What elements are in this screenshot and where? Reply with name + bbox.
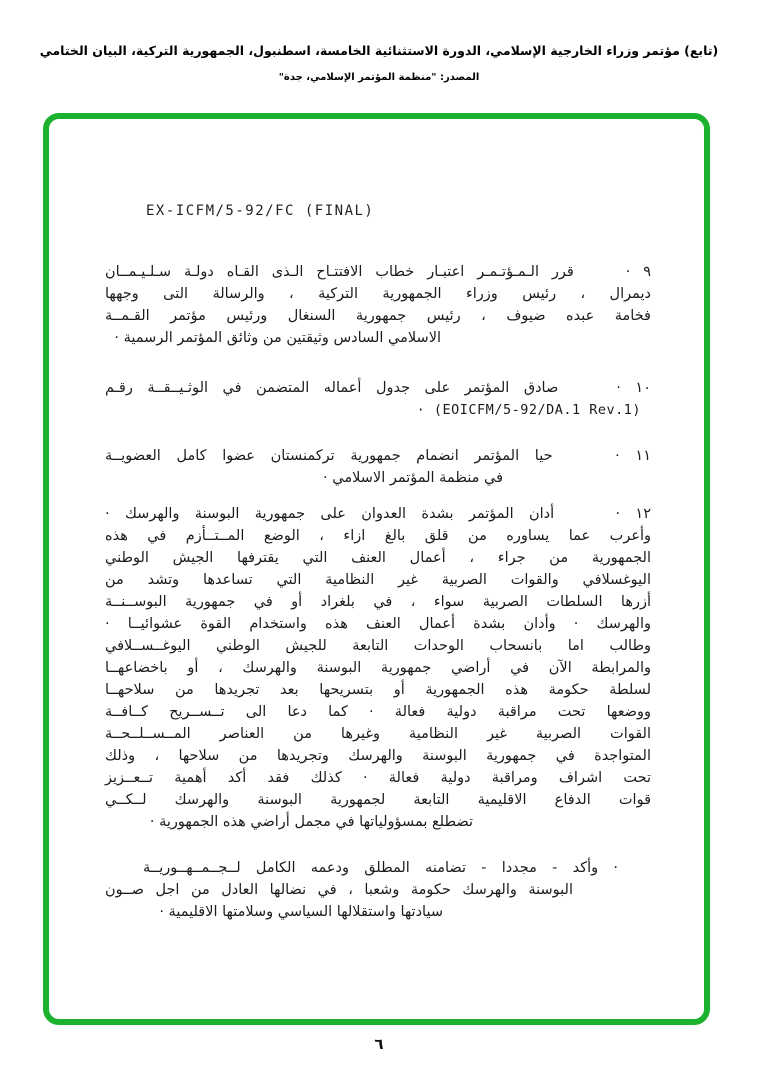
- paragraph-12-line: أزرها السلطات الصربية سواء ، في بلغراد أو في جمهورية البوســنــة: [105, 594, 651, 610]
- paragraph-12-line: لسلطة حكومة هذه الجمهورية أو بتسريحها بعد تجريدها من سلاحهــا: [105, 682, 651, 698]
- paragraph-12-line: والهرسك · وأدان بشدة أعمال العنف هذه واستخدام القوة عشوائيــا ·: [105, 616, 651, 632]
- paragraph-12-line: والمرابطة الآن في أراضي جمهورية البوسنة والهرسك ، أو باخضاعهــا: [105, 660, 651, 676]
- paragraph-9: [105, 261, 651, 349]
- paragraph-10: [105, 377, 651, 421]
- paragraph-12-line: ١٢ · أدان المؤتمر بشدة العدوان على جمهورية البوسنة والهرسك ·: [105, 506, 651, 522]
- paragraph-12-line: وأعرب عما يساوره من قلق بالغ ازاء ، الوضع المــتــأزم في هذه: [105, 528, 651, 544]
- paragraph-9-line: فخامة عبده ضيوف ، رئيس جمهورية السنغال ورئيس مؤتمر القـمــة: [105, 308, 651, 324]
- paragraph-12-line: الجمهورية من جراء ، أعمال العنف التي يقترفها الجيش الوطني: [105, 550, 651, 566]
- paragraph-12-line: المتواجدة في جمهورية البوسنة والهرسك وتجريدها من سلاحها ، وذلك: [105, 748, 651, 764]
- paragraph-12-line: وطالب اما بانسحاب الوحدات التابعة للجيش الوطني اليوغــســلافي: [105, 638, 651, 654]
- paragraph-10-line: ١٠ · صادق المؤتمر على جدول أعماله المتضمن في الوثـيــقــة رقـم: [105, 380, 651, 396]
- document-header-source: المصدر: "منظمة المؤتمر الإسلامي، جدة": [278, 72, 480, 83]
- paragraph-12-line: تضطلع بمسؤولياتها في مجمل أراضي هذه الجمهورية ·: [149, 814, 473, 830]
- paragraph-closing: [105, 857, 651, 923]
- paragraph-9-line: ٩ · قرر الـمـؤتـمـر اعتبـار خطاب الافتتـاح الـذى القـاه دولـة سـلـيـمــان: [105, 264, 651, 280]
- paragraph-12-line: اليوغسلافي والقوات الصربية غير النظامية التي تساعدها وتشد من: [105, 572, 651, 588]
- paragraph-11: [105, 445, 651, 489]
- page-number: ٦: [374, 1035, 384, 1053]
- document-body-text: [105, 261, 651, 923]
- paragraph-11-line: ١١ · حيا المؤتمر انضمام جمهورية تركمنستان عضوا كامل العضويــة: [105, 448, 651, 464]
- paragraph-9-line: ديمرال ، رئيس وزراء الجمهورية التركية ، والرسالة التى وجهها: [105, 286, 651, 302]
- paragraph-closing-line: سيادتها واستقلالها السياسي وسلامتها الاقليمية ·: [159, 904, 443, 920]
- paragraph-11-line: في منظمة المؤتمر الاسلامي ·: [323, 470, 503, 486]
- paragraph-12-line: تحت اشراف ومراقبة دولية فعالة · كذلك فقد أكد أهمية تــعــزيز: [105, 770, 651, 786]
- paragraph-12-line: ووضعها تحت مراقبة دولية فعالة · كما دعا الى تــســريح كــافــة: [105, 704, 651, 720]
- paragraph-closing-line: · وأكد - مجددا - تضامنه المطلق ودعمه الكامل لــجــمــهــوريــة: [143, 860, 618, 876]
- paragraph-9-line: الاسلامي السادس وثيقتين من وثائق المؤتمر الرسمية ·: [114, 330, 441, 346]
- paragraph-12-line: قوات الدفاع الاقليمية التابعة لجمهورية البوسنة والهرسك لــكــي: [105, 792, 651, 808]
- document-header-title: (تابع) مؤتمر وزراء الخارجية الإسلامي، الدورة الاستثنائية الخامسة، اسطنبول، الجمهورية التركية، البيان الختامي: [39, 43, 719, 58]
- paragraph-12-line: القوات الصربية غير النظامية وغيرها من العناصر المــســلــحــة: [105, 726, 651, 742]
- document-reference-code: EX-ICFM/5-92/FC (FINAL): [146, 203, 375, 219]
- paragraph-closing-line: البوسنة والهرسك حكومة وشعبا ، في نضالها العادل من اجل صــون: [105, 882, 573, 898]
- scan-border-frame: [43, 113, 710, 1025]
- paragraph-10-document-number: (EOICFM/5-92/DA.1 Rev.1) ·: [416, 402, 641, 418]
- paragraph-12: [105, 503, 651, 833]
